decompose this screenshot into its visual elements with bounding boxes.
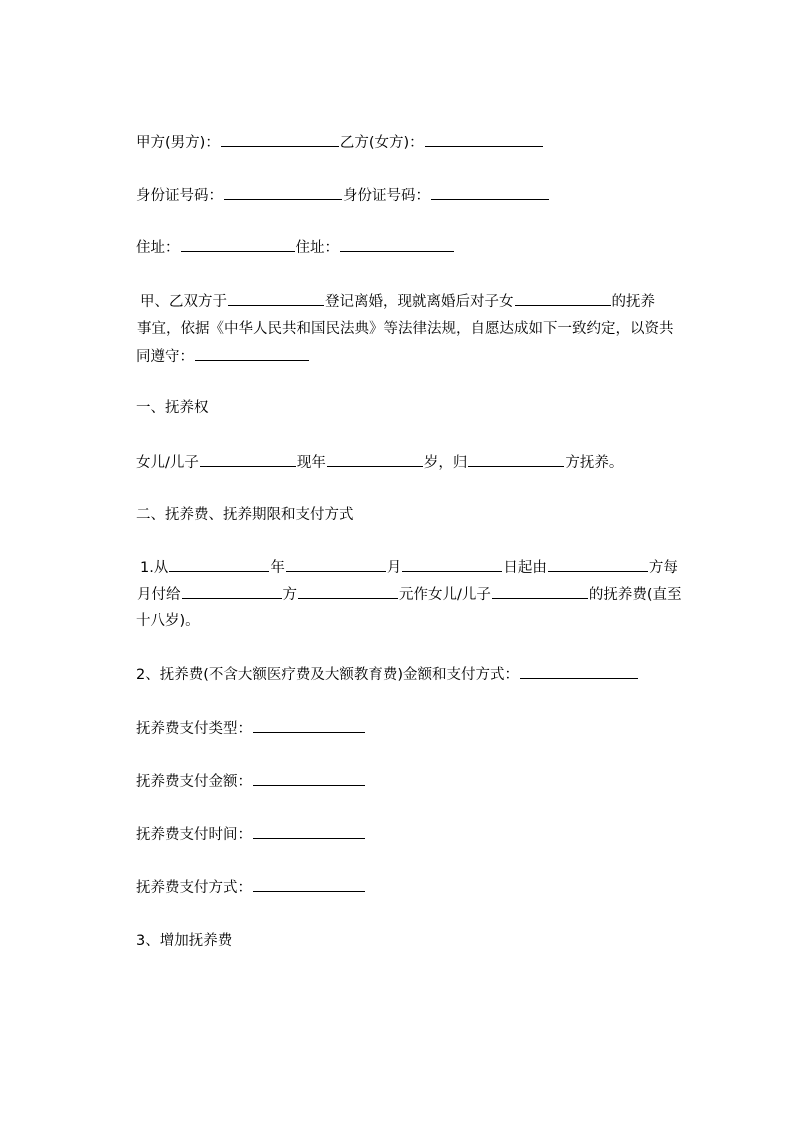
- child-name-2-blank[interactable]: [492, 584, 588, 599]
- party-b-label: 乙方(女方)：: [339, 135, 424, 151]
- payment-time-blank[interactable]: [253, 824, 365, 839]
- field-label: 抚养费支付时间：: [136, 827, 252, 843]
- heading-text: 一、抚养权: [136, 400, 209, 416]
- preamble-line-2: [137, 319, 674, 339]
- payment-amount-line: [136, 771, 366, 792]
- payer-blank[interactable]: [548, 557, 648, 572]
- clause-1-line-2: [137, 584, 682, 605]
- heading-text: 3、增加抚养费: [136, 933, 233, 949]
- start-day-blank[interactable]: [402, 557, 502, 572]
- heading-text: 二、抚养费、抚养期限和支付方式: [136, 507, 354, 523]
- id-b-blank[interactable]: [431, 185, 549, 200]
- clause-text: 日起由: [503, 560, 547, 576]
- address-b-blank[interactable]: [340, 237, 454, 252]
- marriage-date-blank[interactable]: [228, 291, 324, 306]
- custody-text: 岁，归: [423, 455, 468, 471]
- clause-text: 月付给: [137, 587, 181, 603]
- clause-text: 年: [270, 560, 285, 576]
- start-year-blank[interactable]: [169, 557, 269, 572]
- payment-time-line: [136, 824, 366, 845]
- custodian-blank[interactable]: [468, 452, 564, 467]
- clause-text: 方: [282, 587, 297, 603]
- preamble-text: 登记离婚，现就离婚后对子女: [325, 294, 514, 310]
- payment-amount-blank[interactable]: [253, 771, 365, 786]
- age-blank[interactable]: [327, 452, 423, 467]
- section-1-heading: [136, 398, 209, 418]
- custody-text: 方抚养。: [565, 455, 624, 471]
- field-label: 抚养费支付方式：: [136, 880, 252, 896]
- clause-text: 方每: [648, 560, 678, 576]
- id-b-label: 身份证号码：: [343, 188, 430, 204]
- custody-text: 现年: [296, 455, 326, 471]
- party-names-line: [136, 132, 544, 153]
- preamble-blank[interactable]: [195, 346, 309, 361]
- payment-type-line: [136, 718, 366, 739]
- preamble-text: 的抚养: [611, 294, 655, 310]
- preamble-text: 同遵守：: [136, 349, 194, 365]
- clause-1-line-1: [140, 557, 678, 578]
- party-a-label: 甲方(男方)：: [136, 135, 220, 151]
- child-blank[interactable]: [200, 452, 296, 467]
- address-line: [136, 237, 455, 258]
- clause-3-heading: [136, 931, 232, 951]
- clause-text: 元作女儿/儿子: [399, 587, 491, 603]
- payment-method-line: [136, 877, 366, 898]
- clause-text: 2、抚养费(不含大额医疗费及大额教育费)金额和支付方式：: [136, 667, 520, 683]
- preamble-text: 事宜，依据《中华人民共和国民法典》等法律法规，自愿达成如下一致约定，以资共: [137, 321, 674, 337]
- clause-text: 1.从: [140, 560, 169, 576]
- clause-1-line-3: [136, 611, 200, 631]
- party-b-blank[interactable]: [425, 132, 543, 147]
- payment-method-blank[interactable]: [253, 877, 365, 892]
- clause-text: 的抚养费(直至: [588, 587, 682, 603]
- address-a-blank[interactable]: [181, 237, 295, 252]
- field-label: 抚养费支付金额：: [136, 774, 252, 790]
- preamble-text: 甲、乙双方于: [140, 294, 227, 310]
- clause-text: 月: [386, 560, 402, 576]
- id-number-line: [136, 185, 550, 206]
- id-a-blank[interactable]: [224, 185, 342, 200]
- field-label: 抚养费支付类型：: [136, 721, 252, 737]
- custody-text: 女儿/儿子: [136, 455, 199, 471]
- method-blank[interactable]: [520, 664, 638, 679]
- child-name-blank[interactable]: [515, 291, 611, 306]
- preamble-line-1: [140, 291, 655, 312]
- preamble-line-3: [136, 346, 310, 367]
- start-month-blank[interactable]: [286, 557, 386, 572]
- section-2-heading: [136, 505, 354, 525]
- custody-line: [136, 452, 623, 473]
- payee-blank[interactable]: [182, 584, 282, 599]
- clause-2-line: [136, 664, 639, 685]
- id-a-label: 身份证号码：: [136, 188, 223, 204]
- amount-blank[interactable]: [298, 584, 398, 599]
- payment-type-blank[interactable]: [253, 718, 365, 733]
- address-b-label: 住址：: [295, 240, 339, 256]
- address-a-label: 住址：: [136, 240, 180, 256]
- clause-text: 十八岁)。: [136, 613, 200, 629]
- party-a-blank[interactable]: [221, 132, 339, 147]
